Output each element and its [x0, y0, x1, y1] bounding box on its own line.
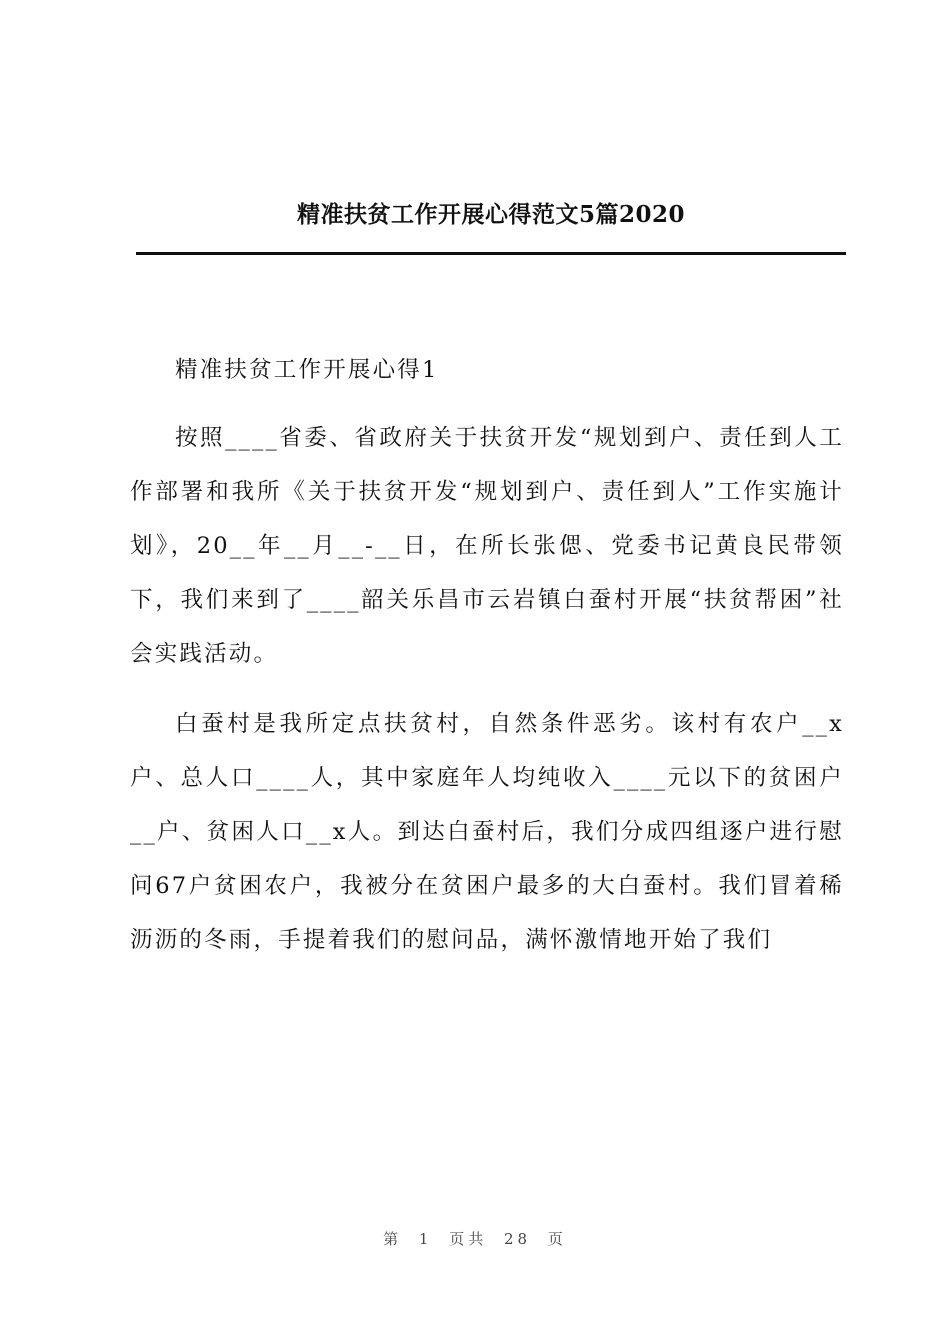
- title-divider: [136, 252, 846, 255]
- section-heading: 精准扶贫工作开展心得1: [175, 357, 439, 383]
- footer-page-suffix: 页: [547, 1230, 567, 1248]
- paragraph: 按照____省委、省政府关于扶贫开发“规划到户、责任到人工作部署和我所《关于扶贫开发“规划到户、责任到人”工作实施计划》，20__年__月__-__日，在所长张偲、党委书记黄良民带领下，我们来到了____韶关乐昌市云岩镇白蚕村开展“扶贫帮困”社会实践活动。: [130, 425, 844, 667]
- footer-page-middle: 页共: [449, 1230, 488, 1248]
- page-footer: [0, 1228, 950, 1249]
- footer-page-current: 1: [418, 1230, 433, 1248]
- document-title: 精准扶贫工作开展心得范文5篇2020: [296, 201, 686, 228]
- paragraph: 白蚕村是我所定点扶贫村，自然条件恶劣。该村有农户__x户、总人口____人，其中家庭年人均纯收入____元以下的贫困户__户、贫困人口__x人。到达白蚕村后，我们分成四组逐户进行慰问67户贫困农户，我被分在贫困户最多的大白蚕村。我们冒着稀沥沥的冬雨，手提着我们的慰问品，满怀激情地开始了我们: [130, 711, 844, 953]
- footer-page-total: 28: [504, 1230, 532, 1248]
- footer-page-prefix: 第: [383, 1230, 403, 1248]
- document-body: [130, 343, 844, 983]
